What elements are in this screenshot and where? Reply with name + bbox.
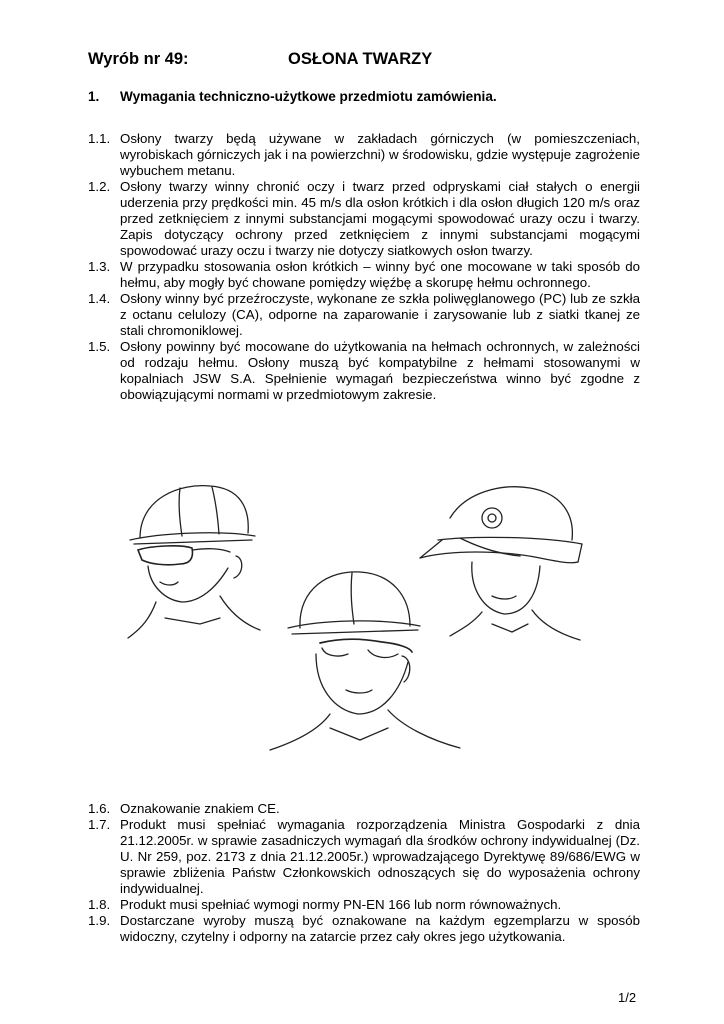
section-title: Wymagania techniczno-użytkowe przedmiotu zamówienia. xyxy=(120,89,497,104)
item-text: Produkt musi spełniać wymogi normy PN-EN 166 lub norm równoważnych. xyxy=(120,897,562,912)
item-number: 1.7. xyxy=(88,817,111,832)
item-number: 1.6. xyxy=(88,801,111,816)
list-item xyxy=(88,291,640,339)
list-item xyxy=(88,259,640,291)
product-title: OSŁONA TWARZY xyxy=(288,50,433,68)
list-item xyxy=(88,131,640,179)
item-text: Produkt musi spełniać wymagania rozporządzenia Ministra Gospodarki z dnia 21.12.2005r. w sprawie zasadniczych wymagań dla środków ochrony indywidualnej (Dz. U. Nr 259, poz. 2173 z dnia 21.12.2005r.) wprowadzającego Dyrektywę 89/686/EWG w sprawie zbliżenia Państw Członkowskich odnoszących się do wyposażenia ochrony indywidualnej. xyxy=(120,817,640,896)
figure-helmet-glasses xyxy=(270,572,460,750)
document-heading xyxy=(88,50,648,74)
item-number: 1.2. xyxy=(88,179,111,194)
item-text: W przypadku stosowania osłon krótkich – winny być one mocowane w taki sposób do hełmu, aby mogły być chowane pomiędzy więźbę a skorupę hełmu ochronnego. xyxy=(120,259,640,290)
list-item xyxy=(88,897,640,913)
list-item xyxy=(88,339,640,403)
section-number: 1. xyxy=(88,89,100,104)
helmet-illustration xyxy=(120,478,620,768)
item-text: Oznakowanie znakiem CE. xyxy=(120,801,280,816)
figure-helmet-faceshield xyxy=(420,487,582,640)
item-number: 1.1. xyxy=(88,131,111,146)
figure-helmet-goggles xyxy=(128,486,260,638)
item-text: Dostarczane wyroby muszą być oznakowane na każdym egzemplarzu w sposób widoczny, czytelny i odporny na zatarcie przez cały okres jego użytkowania. xyxy=(120,913,640,944)
list-item xyxy=(88,913,640,945)
list-item xyxy=(88,179,640,259)
item-number: 1.8. xyxy=(88,897,111,912)
list-item xyxy=(88,801,640,817)
requirements-list-bottom xyxy=(88,801,640,945)
item-text: Osłony powinny być mocowane do użytkowania na hełmach ochronnych, w zależności od rodzaju hełmu. Osłony muszą być kompatybilne z hełmami stosowanymi w kopalniach JSW S.A. Spełnienie wymagań bezpieczeństwa winno być zgodne z obowiązującymi normami w przedmiotowym zakresie. xyxy=(120,339,640,402)
item-text: Osłony twarzy winny chronić oczy i twarz przed odpryskami ciał stałych o energii uderzenia przy prędkości min. 45 m/s dla osłon krótkich i dla osłon długich 120 m/s oraz przed zetknięciem z innymi substancjami mogącymi spowodować urazy oczu i twarzy. Zapis dotyczący ochrony przed zetknięciem z innymi substancjami mogącymi spowodować urazy oczu i twarzy nie dotyczy siatkowych osłon twarzy. xyxy=(120,179,640,258)
item-text: Osłony winny być przeźroczyste, wykonane ze szkła poliwęglanowego (PC) lub ze szkła z octanu celulozy (CA), odporne na zaparowanie i zarysowanie lub z siatki tkanej ze stali chromoniklowej. xyxy=(120,291,640,338)
requirements-list-top xyxy=(88,131,640,403)
item-number: 1.5. xyxy=(88,339,111,354)
item-text: Osłony twarzy będą używane w zakładach górniczych (w pomieszczeniach, wyrobiskach górniczych jak i na powierzchni) w środowisku, gdzie występuje zagrożenie wybuchem metanu. xyxy=(120,131,640,178)
product-number: Wyrób nr 49: xyxy=(88,50,189,68)
item-number: 1.9. xyxy=(88,913,111,928)
item-number: 1.4. xyxy=(88,291,111,306)
list-item xyxy=(88,817,640,897)
item-number: 1.3. xyxy=(88,259,111,274)
page-number: 1/2 xyxy=(618,990,637,1005)
